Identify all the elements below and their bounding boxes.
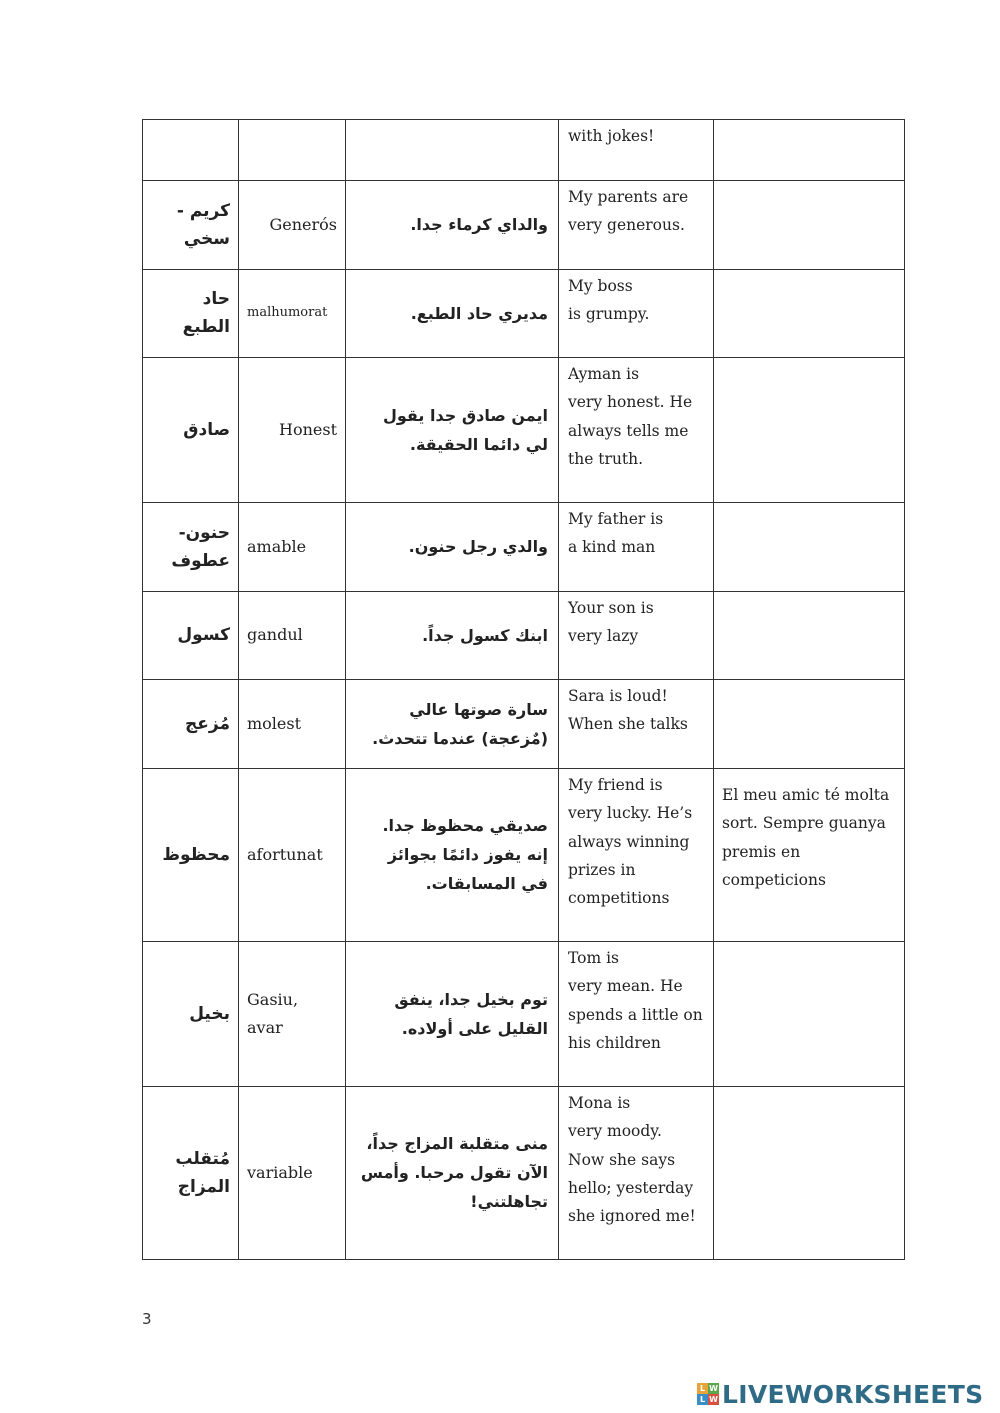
catalan-word: Generós xyxy=(269,214,337,234)
arabic-sentence-cell xyxy=(346,358,559,503)
catalan-word-cell xyxy=(239,270,346,358)
arabic-word: حنون- عطوف xyxy=(171,522,230,571)
arabic-sentence: صديقي محظوظ جدا. إنه يفوز دائمًا بجوائز في المسابقات. xyxy=(382,816,548,893)
english-sentence-line: Tom is xyxy=(568,949,620,967)
arabic-sentence-cell xyxy=(346,120,559,181)
english-sentence-line: a kind man xyxy=(568,538,656,557)
english-sentence-line: with jokes! xyxy=(568,127,655,145)
english-sentence-line: always winning xyxy=(568,832,690,851)
arabic-word-cell xyxy=(143,120,239,181)
arabic-word-cell xyxy=(143,181,239,270)
english-sentence-line: My boss xyxy=(568,277,633,295)
arabic-sentence-cell xyxy=(346,270,559,358)
english-sentence-cell xyxy=(559,270,714,358)
table-row xyxy=(143,1087,905,1260)
english-sentence-cell xyxy=(559,181,714,270)
english-sentence-line: is grumpy. xyxy=(568,305,650,324)
logo-mark-tile: L xyxy=(697,1394,708,1405)
english-sentence-line: Mona is xyxy=(568,1094,631,1112)
arabic-word-cell xyxy=(143,592,239,680)
vocabulary-table xyxy=(142,119,905,1260)
english-sentence-line: My parents are xyxy=(568,188,689,206)
english-sentence-line: very honest. He xyxy=(568,393,693,412)
english-sentence-line: the truth. xyxy=(568,449,644,468)
catalan-word: malhumorat xyxy=(247,305,328,320)
arabic-word: كريم - سخي xyxy=(176,200,230,249)
liveworksheets-logo[interactable] xyxy=(697,1378,983,1410)
catalan-word-cell xyxy=(239,769,346,942)
catalan-word-cell xyxy=(239,1087,346,1260)
english-sentence-line: My father is xyxy=(568,510,664,528)
english-sentence-cell xyxy=(559,1087,714,1260)
english-sentence-line: My friend is xyxy=(568,776,663,794)
arabic-sentence-cell xyxy=(346,181,559,270)
table-row xyxy=(143,503,905,592)
arabic-word-cell xyxy=(143,680,239,769)
english-sentence-line: very lazy xyxy=(568,627,639,646)
catalan-sentence-line: El meu amic té molta xyxy=(722,786,890,804)
english-sentence-line: Sara is loud! xyxy=(568,687,668,705)
catalan-word: Gasiu, avar xyxy=(247,989,299,1037)
catalan-word-cell xyxy=(239,181,346,270)
catalan-sentence-answer[interactable] xyxy=(714,358,905,503)
arabic-sentence: توم بخيل جدا، ينفق القليل على أولاده. xyxy=(394,989,548,1038)
catalan-sentence-answer[interactable] xyxy=(714,680,905,769)
arabic-word: بخيل xyxy=(189,1003,230,1024)
catalan-sentence-answer[interactable] xyxy=(714,120,905,181)
arabic-sentence-cell xyxy=(346,592,559,680)
logo-mark-tile: W xyxy=(709,1384,718,1393)
catalan-sentence-answer[interactable] xyxy=(714,270,905,358)
table-row xyxy=(143,769,905,942)
catalan-sentence-answer[interactable] xyxy=(714,769,905,942)
catalan-sentence-answer[interactable] xyxy=(714,942,905,1087)
catalan-word-cell xyxy=(239,680,346,769)
arabic-word: حاد الطبع xyxy=(182,289,230,337)
english-sentence-line: Your son is xyxy=(568,599,654,617)
arabic-sentence: والدي رجل حنون. xyxy=(408,537,548,556)
catalan-word: afortunat xyxy=(247,844,323,864)
catalan-word-cell xyxy=(239,503,346,592)
english-sentence-line: very mean. He xyxy=(568,977,683,996)
arabic-word-cell xyxy=(143,503,239,592)
arabic-word xyxy=(143,120,238,179)
arabic-word: صادق xyxy=(183,419,230,440)
english-sentence-cell xyxy=(559,592,714,680)
english-sentence-cell xyxy=(559,942,714,1087)
catalan-word: amable xyxy=(247,536,307,556)
arabic-sentence-cell xyxy=(346,769,559,942)
catalan-word-cell xyxy=(239,120,346,181)
english-sentence-cell xyxy=(559,769,714,942)
english-sentence-line: competitions xyxy=(568,889,670,908)
english-sentence-cell xyxy=(559,680,714,769)
catalan-sentence-line: competicions xyxy=(722,870,826,889)
table-row xyxy=(143,942,905,1087)
english-sentence-line: his children xyxy=(568,1033,661,1052)
arabic-sentence xyxy=(346,120,558,179)
arabic-sentence-cell xyxy=(346,1087,559,1260)
english-sentence-line: very generous. xyxy=(568,216,685,235)
catalan-word: molest xyxy=(247,713,302,733)
arabic-sentence: سارة صوتها عالي (مٌزعجة) عندما تتحدث. xyxy=(372,699,548,748)
table-row xyxy=(143,680,905,769)
arabic-sentence-cell xyxy=(346,942,559,1087)
english-sentence-line: very lucky. He’s xyxy=(568,804,693,823)
english-sentence-line: spends a little on xyxy=(568,1005,703,1024)
english-sentence-line: very moody. xyxy=(568,1122,662,1141)
page-number: 3 xyxy=(142,1310,152,1328)
catalan-word xyxy=(239,120,345,179)
catalan-word: variable xyxy=(247,1162,313,1182)
arabic-word: مُزعج xyxy=(185,713,230,734)
catalan-sentence-line: premis en xyxy=(722,842,801,861)
arabic-sentence: ايمن صادق جدا يقول لي دائما الحقيقة. xyxy=(382,405,548,454)
table-row xyxy=(143,592,905,680)
arabic-word: محظوظ xyxy=(162,844,230,865)
logo-text: LIVEWORKSHEETS xyxy=(722,1379,984,1409)
arabic-word: مُتقلب المزاج xyxy=(175,1148,230,1197)
english-sentence-line: hello; yesterday xyxy=(568,1178,694,1197)
logo-mark-tile: W xyxy=(709,1395,718,1404)
arabic-sentence-cell xyxy=(346,680,559,769)
arabic-word-cell xyxy=(143,769,239,942)
table-row xyxy=(143,358,905,503)
arabic-sentence: مديري حاد الطبع. xyxy=(410,303,548,323)
table-row xyxy=(143,270,905,358)
catalan-sentence-line: sort. Sempre guanya xyxy=(722,814,886,833)
arabic-word-cell xyxy=(143,358,239,503)
english-sentence-cell xyxy=(559,358,714,503)
english-sentence-cell xyxy=(559,120,714,181)
english-sentence-line: When she talks xyxy=(568,715,688,734)
table-row xyxy=(143,120,905,181)
english-sentence-line: Now she says xyxy=(568,1150,676,1169)
arabic-word-cell xyxy=(143,270,239,358)
logo-mark-icon xyxy=(697,1383,719,1405)
english-sentence-line: she ignored me! xyxy=(568,1207,696,1226)
catalan-sentence-answer[interactable] xyxy=(714,1087,905,1260)
arabic-word-cell xyxy=(143,942,239,1087)
arabic-word-cell xyxy=(143,1087,239,1260)
catalan-word: Honest xyxy=(279,419,337,439)
catalan-word-cell xyxy=(239,358,346,503)
catalan-sentence-answer[interactable] xyxy=(714,503,905,592)
logo-mark-tile: L xyxy=(697,1383,708,1394)
arabic-word: كسول xyxy=(177,625,230,645)
arabic-sentence-cell xyxy=(346,503,559,592)
english-sentence-cell xyxy=(559,503,714,592)
catalan-sentence-answer[interactable] xyxy=(714,592,905,680)
arabic-sentence: منى متقلبة المزاج جداً، الآن تقول مرحبا. وأمس تجاهلتني! xyxy=(360,1134,548,1211)
table-row xyxy=(143,181,905,270)
catalan-word-cell xyxy=(239,942,346,1087)
english-sentence-line: always tells me xyxy=(568,421,689,440)
english-sentence-line: prizes in xyxy=(568,860,636,879)
catalan-word: gandul xyxy=(247,625,303,644)
english-sentence-line: Ayman is xyxy=(568,365,640,383)
arabic-sentence: ابنك كسول جداً. xyxy=(422,625,548,645)
catalan-word-cell xyxy=(239,592,346,680)
arabic-sentence: والداي كرماء جدا. xyxy=(410,215,548,234)
catalan-sentence-answer[interactable] xyxy=(714,181,905,270)
